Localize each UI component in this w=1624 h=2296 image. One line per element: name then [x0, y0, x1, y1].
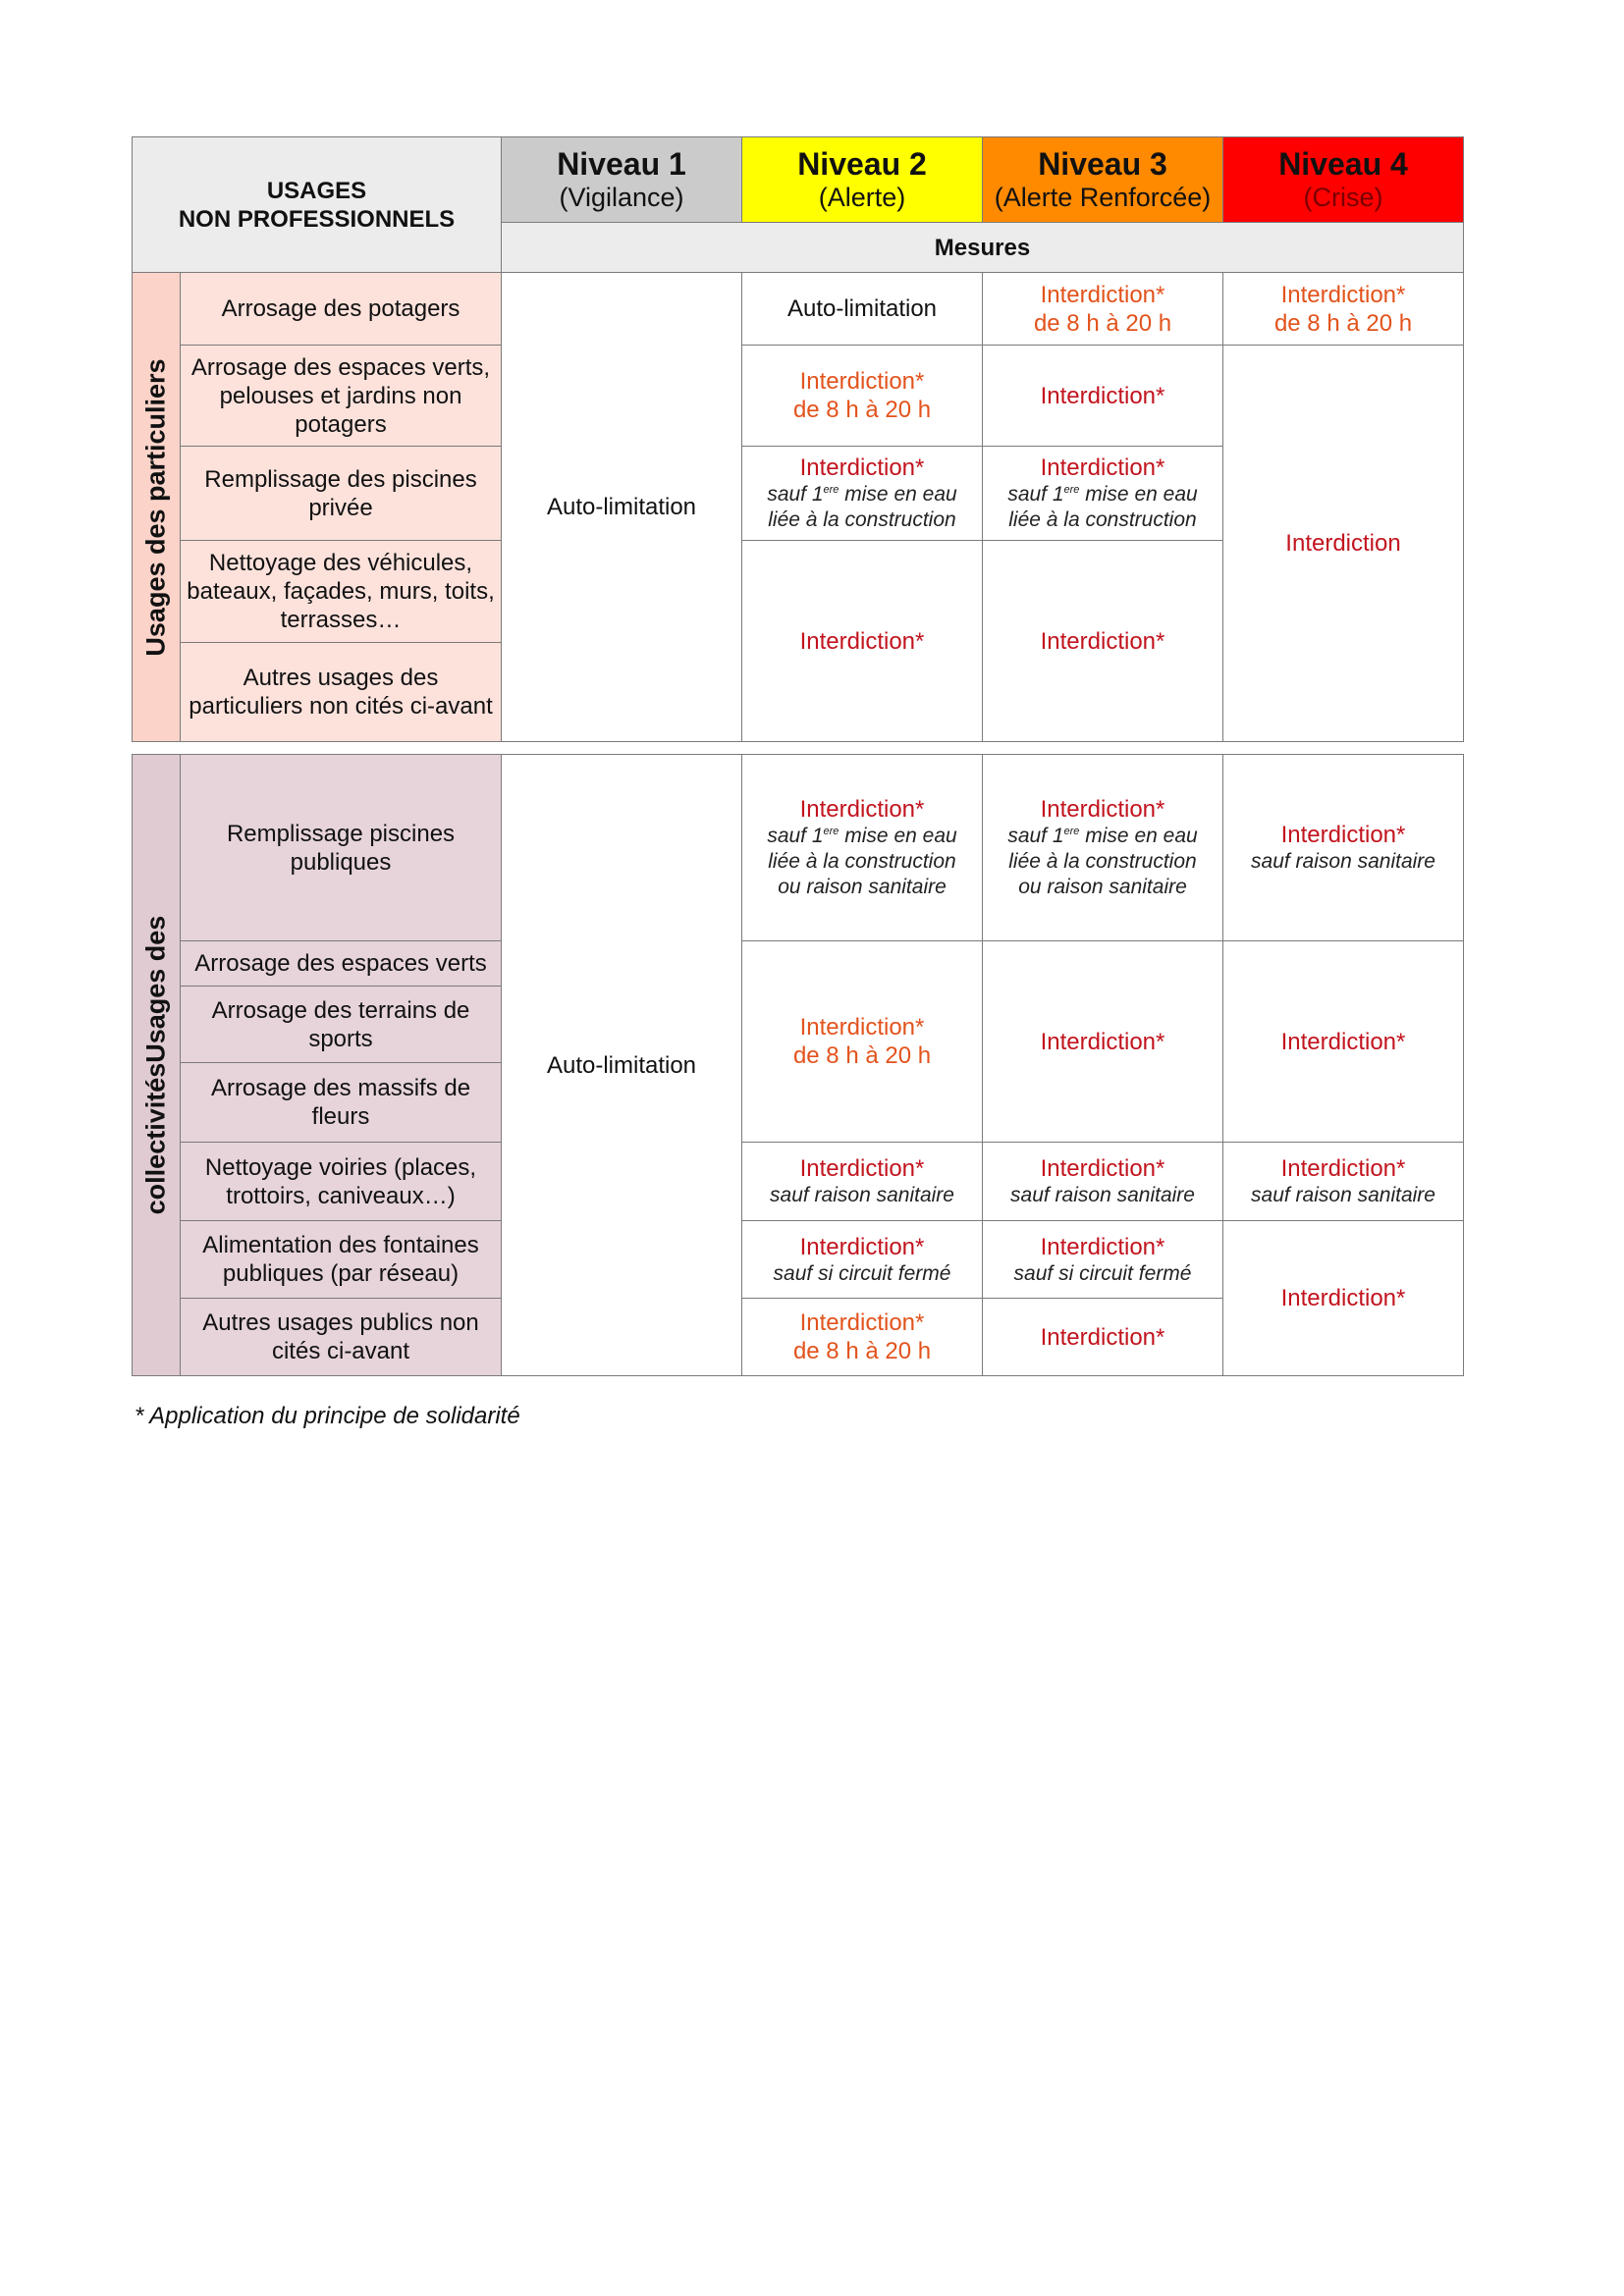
level-4-sub: (Crise) — [1303, 183, 1383, 212]
measure-cell — [742, 346, 983, 447]
usage-row — [181, 273, 502, 346]
measure-cell — [983, 541, 1223, 742]
measure-cond: sauf raison sanitaire — [1251, 1184, 1435, 1206]
usage-row — [181, 1063, 502, 1143]
measure-cell — [983, 1299, 1223, 1376]
usage-label: Arrosage des massifs de fleurs — [210, 1075, 471, 1130]
measure-cond: sauf si circuit fermé — [773, 1261, 951, 1285]
measure-cell — [742, 941, 983, 1143]
level-1-header — [502, 137, 742, 223]
measure-cell — [742, 447, 983, 541]
measure-cond: de 8 h à 20 h — [792, 1338, 932, 1364]
usage-label: Autres usages publics non cités ci-avant — [202, 1309, 479, 1364]
measure-main: Interdiction* — [799, 1233, 925, 1260]
level-3-name: Niveau 3 — [1038, 146, 1167, 182]
measure-main: Interdiction* — [1040, 454, 1165, 481]
usages-header-label: USAGES NON PROFESSIONNELS — [178, 177, 456, 233]
measure-cell — [1223, 941, 1464, 1143]
usage-label: Arrosage des espaces verts — [194, 950, 487, 977]
measure-cell — [742, 755, 983, 941]
restrictions-table-collectivites — [132, 754, 1464, 1376]
usage-row — [181, 643, 502, 742]
measure-cond: de 8 h à 20 h — [1033, 309, 1172, 337]
measure-cond: sauf 1ere mise en eau — [1007, 825, 1198, 847]
measure-text: Auto-limitation — [546, 494, 697, 520]
measure-cond: sauf raison sanitaire — [770, 1184, 954, 1206]
measure-main: Interdiction* — [799, 454, 925, 481]
measure-cell — [983, 447, 1223, 541]
measure-cell — [742, 1299, 983, 1376]
level-1-name: Niveau 1 — [557, 146, 686, 182]
measure-cell — [983, 755, 1223, 941]
measure-main: Interdiction* — [799, 1155, 925, 1182]
usage-row — [181, 1299, 502, 1376]
usage-row — [181, 755, 502, 941]
measure-main: Interdiction* — [1040, 796, 1165, 823]
section-particuliers-label: Usages des particuliers — [140, 357, 171, 657]
usage-label: Arrosage des potagers — [221, 295, 460, 322]
measure-main: Interdiction* — [1040, 1233, 1165, 1260]
measure-cond: sauf si circuit fermé — [1013, 1261, 1192, 1285]
measure-cell — [1223, 273, 1464, 346]
usage-label: Autres usages des particuliers non cités ci-avant — [189, 665, 493, 720]
measure-cell — [742, 1221, 983, 1299]
measure-main: Interdiction* — [1040, 281, 1165, 308]
measure-cell — [742, 541, 983, 742]
measure-text: Interdiction — [1285, 530, 1401, 557]
usage-row — [181, 541, 502, 643]
measure-cond: de 8 h à 20 h — [792, 397, 932, 423]
measure-cell — [1223, 1221, 1464, 1376]
measure-cell — [983, 346, 1223, 447]
measure-text: Interdiction* — [799, 627, 925, 655]
level-1-measure — [502, 273, 742, 742]
measure-cond: liée à la construction — [768, 850, 956, 873]
measure-text: Interdiction* — [1040, 627, 1165, 655]
measure-text: Interdiction* — [1040, 1323, 1165, 1351]
measure-main: Interdiction* — [799, 1309, 925, 1336]
measure-cond: sauf raison sanitaire — [1251, 850, 1435, 873]
level-1-measure — [502, 755, 742, 1376]
measure-text: Interdiction* — [1280, 1285, 1406, 1311]
usage-row — [181, 987, 502, 1063]
usage-label: Arrosage des terrains de sports — [211, 996, 470, 1052]
restrictions-table-particuliers — [132, 136, 1464, 742]
mesures-header — [502, 223, 1464, 273]
measure-cond: liée à la construction — [1008, 850, 1197, 873]
level-2-sub: (Alerte) — [818, 183, 906, 212]
level-4-name: Niveau 4 — [1278, 146, 1408, 182]
usage-row — [181, 346, 502, 447]
level-4-header — [1223, 137, 1464, 223]
level-3-sub: (Alerte Renforcée) — [994, 183, 1212, 212]
usage-label: Remplissage piscines publiques — [226, 820, 456, 876]
measure-main: Interdiction* — [1280, 1155, 1406, 1182]
measure-cond: de 8 h à 20 h — [1273, 309, 1413, 337]
level-4-measure — [1223, 346, 1464, 742]
measure-text: Interdiction* — [1040, 1028, 1165, 1055]
usage-label: Arrosage des espaces verts, pelouses et jardins non potagers — [190, 353, 491, 438]
measure-main: Interdiction* — [799, 1014, 925, 1041]
usage-row — [181, 1221, 502, 1299]
measure-main: Interdiction* — [1280, 822, 1406, 848]
footnote: * Application du principe de solidarité — [135, 1403, 520, 1429]
measure-cond: liée à la construction — [768, 508, 956, 531]
measure-cond: sauf raison sanitaire — [1010, 1184, 1195, 1206]
measure-main: Interdiction* — [1040, 1155, 1165, 1182]
level-3-header — [983, 137, 1223, 223]
usages-header — [133, 137, 502, 273]
usage-label: Alimentation des fontaines publiques (par réseau) — [202, 1232, 479, 1287]
usage-row — [181, 447, 502, 541]
usage-label: Nettoyage voiries (places, trottoirs, caniveaux…) — [204, 1153, 477, 1209]
mesures-label: Mesures — [934, 234, 1031, 261]
measure-cond: ou raison sanitaire — [778, 876, 947, 898]
section-collectivites — [133, 755, 181, 1376]
measure-cell — [983, 273, 1223, 346]
usage-label: Remplissage des piscines privée — [204, 465, 477, 521]
measure-cell — [983, 941, 1223, 1143]
measure-main: Interdiction* — [799, 796, 925, 823]
section-collectivites-label: collectivitésUsages des — [140, 915, 171, 1215]
measure-cond: ou raison sanitaire — [1018, 876, 1187, 898]
measure-cell — [742, 273, 983, 346]
measure-main: Interdiction* — [1280, 281, 1406, 308]
measure-text: Interdiction* — [1040, 382, 1165, 409]
measure-cond: sauf 1ere mise en eau — [767, 825, 957, 847]
measure-text: Interdiction* — [1280, 1028, 1406, 1055]
measure-cell — [983, 1143, 1223, 1221]
measure-cond: liée à la construction — [1008, 508, 1197, 531]
section-particuliers — [133, 273, 181, 742]
level-2-header — [742, 137, 983, 223]
measure-cond: sauf 1ere mise en eau — [767, 483, 957, 506]
usage-row — [181, 941, 502, 987]
measure-text: Auto-limitation — [546, 1051, 697, 1079]
measure-main: Interdiction* — [799, 368, 925, 395]
measure-cell — [983, 1221, 1223, 1299]
usage-label: Nettoyage des véhicules, bateaux, façades, murs, toits, terrasses… — [187, 550, 495, 633]
measure-cell — [742, 1143, 983, 1221]
level-1-sub: (Vigilance) — [559, 183, 684, 212]
measure-text: Auto-limitation — [786, 295, 938, 322]
measure-cell — [1223, 755, 1464, 941]
measure-cond: sauf 1ere mise en eau — [1007, 483, 1198, 506]
measure-cell — [1223, 1143, 1464, 1221]
level-2-name: Niveau 2 — [797, 146, 927, 182]
measure-cond: de 8 h à 20 h — [792, 1042, 932, 1069]
usage-row — [181, 1143, 502, 1221]
